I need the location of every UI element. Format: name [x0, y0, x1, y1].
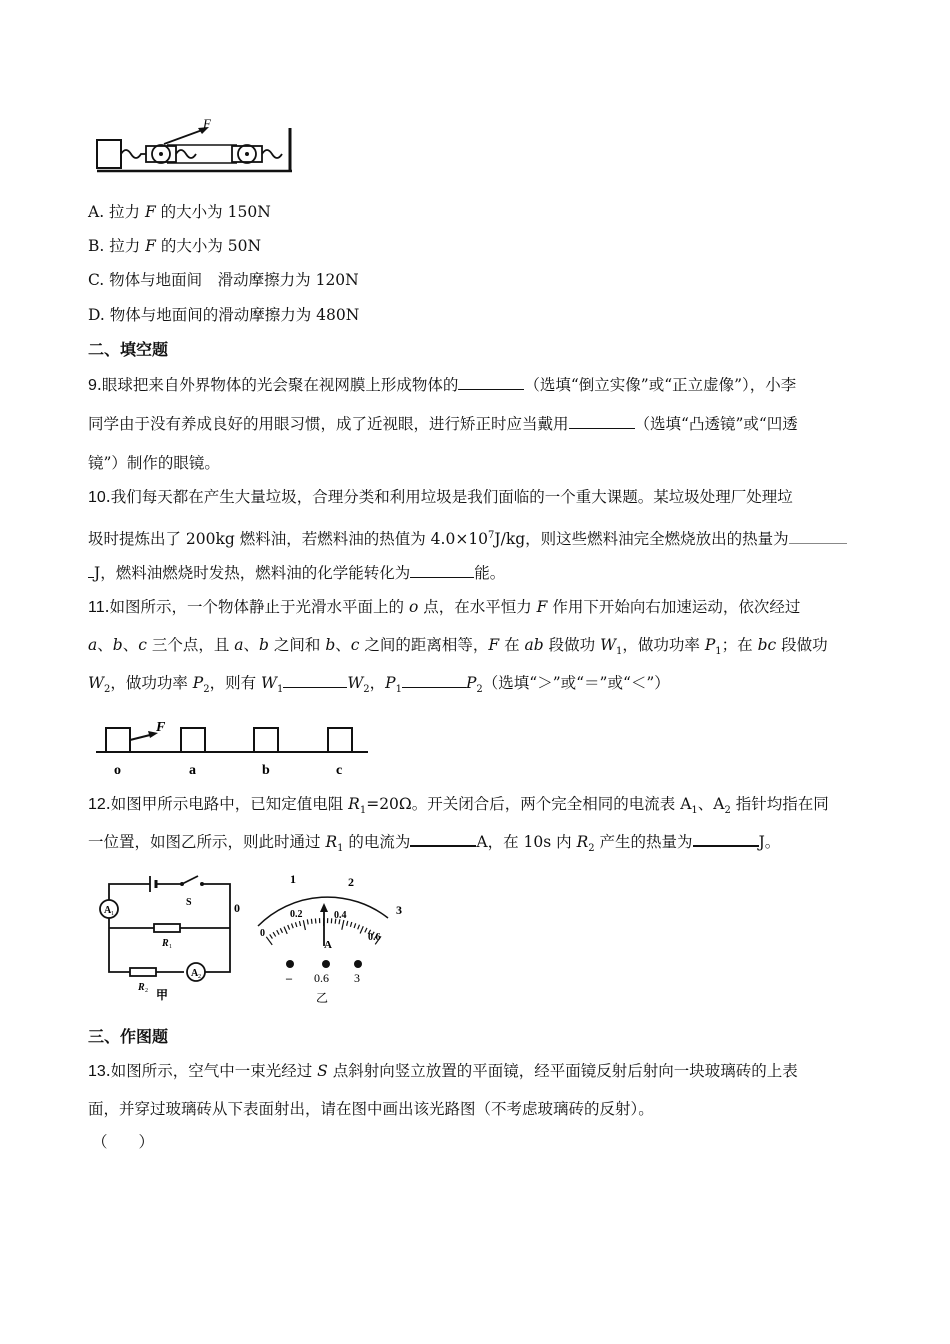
scale-tick [358, 925, 360, 930]
scale-tick [288, 925, 290, 930]
svg-text:2: 2 [348, 875, 354, 889]
q11-blank-2 [402, 673, 466, 688]
svg-text:–: – [286, 971, 292, 985]
scale-tick [311, 919, 312, 924]
svg-text:0.6: 0.6 [368, 932, 381, 943]
scale-tick [347, 921, 348, 926]
svg-text:0.2: 0.2 [290, 909, 303, 920]
point-c-label: c [336, 763, 343, 778]
scale-tick [307, 919, 308, 924]
svg-text:A: A [104, 905, 112, 916]
q12-blank-1 [410, 831, 476, 847]
q11-line-2: a、b、c 三个点，且 a、b 之间和 b、c 之间的距离相等，F 在 ab 段做功 $W_1$，做功功率 $P_1$；在 bc 段做功 [88, 636, 828, 658]
svg-text:1: 1 [290, 872, 296, 886]
scale-tick [277, 930, 279, 934]
circuit-diagram [92, 872, 242, 1004]
svg-text:0.6: 0.6 [314, 971, 329, 985]
scale-tick [365, 928, 367, 933]
option-b: B. 拉力 F 的大小为 50N [88, 237, 262, 255]
pulley-figure [92, 118, 302, 180]
scale-tick [315, 918, 316, 923]
svg-text:0.4: 0.4 [334, 910, 347, 921]
q9-blank-1 [458, 375, 524, 390]
q12-line-1: 12.如图甲所示电路中，已知定值电阻 $R_1=20\Omega$。开关闭合后，两个完全相同的电流表 $A_1$、$A_2$ 指针均指在同 [88, 795, 829, 817]
svg-text:0: 0 [234, 901, 240, 915]
svg-text:1: 1 [169, 944, 172, 950]
q11-line-1: 11.如图所示，一个物体静止于光滑水平面上的 o 点，在水平恒力 F 作用下开始向右加速运动，依次经过 [88, 598, 801, 616]
svg-text:A: A [324, 939, 332, 951]
q11-line-3: $W_2$，做功功率 $P_2$，则有 $W_1$ $W_2$，$P_1$ $P_2$（选填“＞”或“＝”或“＜”） [88, 674, 670, 696]
point-o-label: o [114, 763, 121, 778]
svg-text:0: 0 [260, 928, 265, 939]
scale-tick [292, 924, 294, 929]
svg-text:2: 2 [198, 974, 201, 980]
scale-tick [273, 932, 276, 936]
scale-tick [280, 928, 282, 933]
q9-line-1: 9.眼球把来自外界物体的光会聚在视网膜上形成物体的 （选填“倒立实像”或“正立虚像”），小李 [88, 376, 797, 394]
svg-text:R: R [162, 938, 169, 949]
point-b-label: b [262, 763, 270, 778]
svg-text:S: S [186, 897, 192, 908]
svg-text:3: 3 [396, 903, 402, 917]
svg-text:1: 1 [111, 911, 114, 917]
q9-blank-2 [569, 414, 635, 429]
svg-text:F: F [156, 720, 166, 735]
q11-blank-1 [283, 673, 347, 688]
svg-text:2: 2 [145, 988, 148, 994]
q12-line-2: 一位置，如图乙所示，则此时通过 $R_1$ 的电流为 A，在 10s 内 $R_2$ 产生的热量为 J。 [88, 833, 781, 855]
scale-tick [354, 923, 356, 928]
section-title-fill-blank: 二、填空题 [88, 340, 169, 359]
ammeter-dial [228, 866, 408, 1006]
caption-yi: 乙 [316, 991, 329, 1005]
svg-text:R: R [138, 982, 145, 993]
svg-text:3: 3 [354, 971, 360, 985]
scale-tick [350, 922, 351, 927]
option-c: C. 物体与地面间 滑动摩擦力为 120N [88, 271, 359, 289]
scale-tick [284, 927, 287, 934]
q10-line-2: 圾时提炼出了 200kg 燃料油，若燃料油的热值为 $4.0\times 10^7J/kg$，则这些燃料油完全燃烧放出的热量为 [88, 526, 847, 549]
q13-answer-paren: （ ） [92, 1133, 155, 1151]
point-a-label: a [189, 763, 196, 778]
q10-blank-2 [410, 563, 474, 578]
terminal-negative [286, 960, 294, 968]
scale-tick [299, 921, 300, 926]
q13-line-1: 13.如图所示，空气中一束光经过 S 点斜射向竖立放置的平面镜，经平面镜反射后射向一块玻璃砖的上表 [88, 1062, 798, 1080]
option-a: A. 拉力 F 的大小为 150N [88, 203, 271, 221]
block [97, 140, 121, 168]
q9-line-3: 镜”）制作的眼镜。 [88, 454, 220, 472]
q10-line-1: 10.我们每天都在产生大量垃圾，合理分类和利用垃圾是我们面临的一个重大课题。某垃圾处理厂处理垃 [88, 488, 793, 506]
scale-tick [360, 926, 363, 933]
caption-jia: 甲 [156, 988, 169, 1002]
q9-line-2: 同学由于没有养成良好的用眼习惯，成了近视眼，进行矫正时应当戴用 （选填“凸透镜”或“凹透 [88, 415, 798, 433]
scale-tick [295, 922, 297, 927]
terminal-0-6 [322, 960, 330, 968]
scale-tick [303, 920, 305, 930]
option-d: D. 物体与地面间的滑动摩擦力为 480N [88, 306, 360, 324]
svg-text:A: A [191, 968, 199, 979]
force-arrow [164, 129, 205, 144]
q13-line-2: 面，并穿过玻璃砖从下表面射出，请在图中画出该光路图（不考虑玻璃砖的反射）。 [88, 1100, 654, 1118]
motion-figure [92, 716, 372, 782]
scale-tick [342, 920, 344, 930]
scale-tick [270, 934, 273, 938]
force-label: F [203, 118, 211, 131]
q10-line-3: J，燃料油燃烧时发热，燃料油的化学能转化为 能。 [88, 563, 505, 583]
q12-blank-2 [693, 831, 759, 847]
terminal-3 [354, 960, 362, 968]
section-title-drawing: 三、作图题 [88, 1027, 169, 1046]
q10-blank-1 [789, 529, 847, 544]
